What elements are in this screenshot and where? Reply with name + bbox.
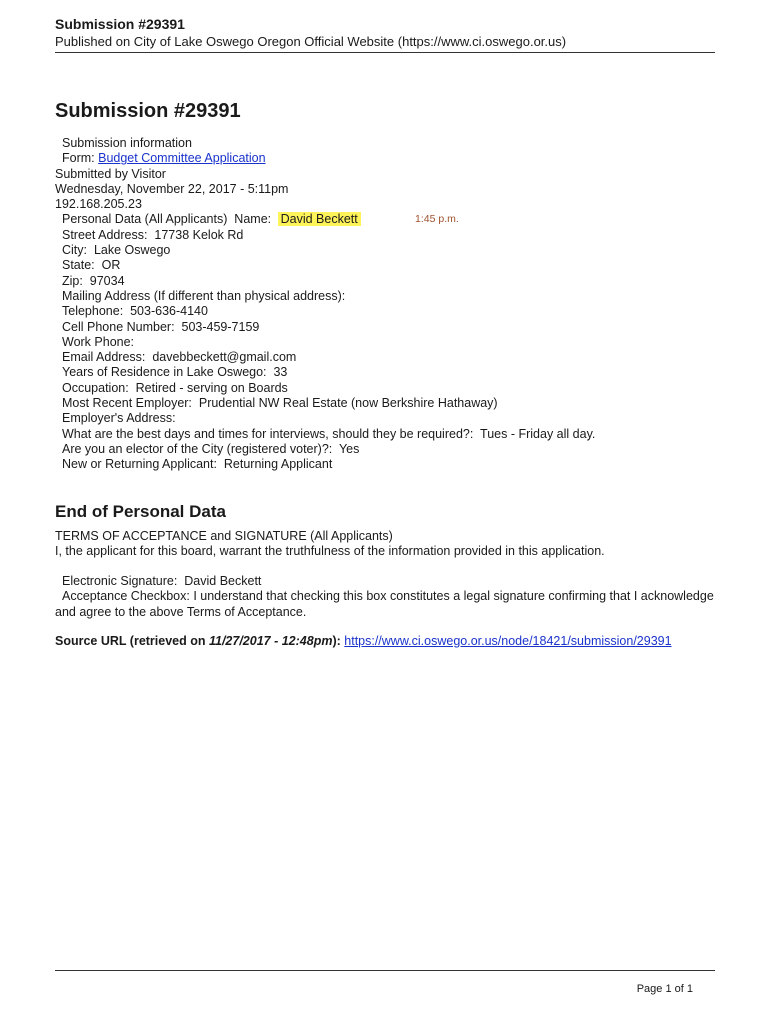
field-applicant-type: New or Returning Applicant: Returning Applicant	[62, 457, 333, 472]
terms-heading: TERMS OF ACCEPTANCE and SIGNATURE (All Applicants)	[55, 528, 393, 543]
submission-content	[55, 98, 720, 649]
source-url-link[interactable]: https://www.ci.oswego.or.us/node/18421/submission/29391	[344, 634, 672, 649]
personal-data-label: Personal Data (All Applicants) Name:	[62, 212, 275, 227]
field-employer-address: Employer's Address:	[62, 411, 176, 426]
field-city: City: Lake Oswego	[62, 243, 171, 258]
personal-data-line	[55, 212, 720, 227]
field-years-residence: Years of Residence in Lake Oswego: 33	[62, 365, 288, 380]
annotation-note: 1:45 p.m.	[415, 213, 459, 226]
source-suffix: ):	[332, 634, 345, 649]
header-title: Submission #29391	[55, 16, 185, 32]
field-elector: Are you an elector of the City (registered voter)?: Yes	[62, 441, 360, 456]
field-employer: Most Recent Employer: Prudential NW Real Estate (now Berkshire Hathaway)	[62, 396, 498, 411]
acceptance-checkbox-text: Acceptance Checkbox: I understand that checking this box constitutes a legal signature confirming that I acknowledge and agree to the above Terms of Acceptance.	[55, 589, 714, 619]
field-email: Email Address: davebbeckett@gmail.com	[62, 350, 297, 365]
terms-text: I, the applicant for this board, warrant the truthfulness of the information provided in this application.	[55, 543, 605, 558]
end-personal-data-heading: End of Personal Data	[55, 501, 226, 521]
field-street: Street Address: 17738 Kelok Rd	[62, 227, 244, 242]
form-line	[55, 151, 720, 166]
field-cell-phone: Cell Phone Number: 503-459-7159	[62, 319, 260, 334]
page-number: Page 1 of 1	[636, 983, 693, 995]
footer-divider	[55, 970, 715, 971]
field-interview-times: What are the best days and times for interviews, should they be required?: Tues - Friday all day.	[62, 426, 596, 441]
field-telephone: Telephone: 503-636-4140	[62, 304, 208, 319]
source-date: 11/27/2017 - 12:48pm	[208, 634, 333, 649]
header-subtitle: Published on City of Lake Oswego Oregon Official Website (https://www.ci.oswego.or.us)	[55, 34, 567, 49]
field-state: State: OR	[62, 258, 121, 273]
page-header	[55, 16, 715, 50]
highlighted-name: David Beckett	[278, 212, 361, 226]
electronic-signature: Electronic Signature: David Beckett	[62, 574, 262, 589]
header-divider	[55, 52, 715, 53]
field-zip: Zip: 97034	[62, 273, 125, 288]
submission-info-label: Submission information	[62, 136, 192, 150]
source-prefix: Source URL (retrieved on	[55, 634, 209, 649]
submitted-by: Submitted by Visitor	[55, 166, 166, 181]
ip-address: 192.168.205.23	[55, 197, 142, 212]
field-work-phone: Work Phone:	[62, 334, 135, 349]
form-label: Form:	[62, 151, 99, 166]
source-url-line	[55, 634, 720, 649]
page-title: Submission #29391	[55, 100, 241, 122]
field-mailing-address: Mailing Address (If different than physical address):	[62, 288, 346, 303]
field-occupation: Occupation: Retired - serving on Boards	[62, 380, 288, 395]
form-link[interactable]: Budget Committee Application	[98, 151, 266, 166]
submitted-date: Wednesday, November 22, 2017 - 5:11pm	[55, 181, 289, 196]
